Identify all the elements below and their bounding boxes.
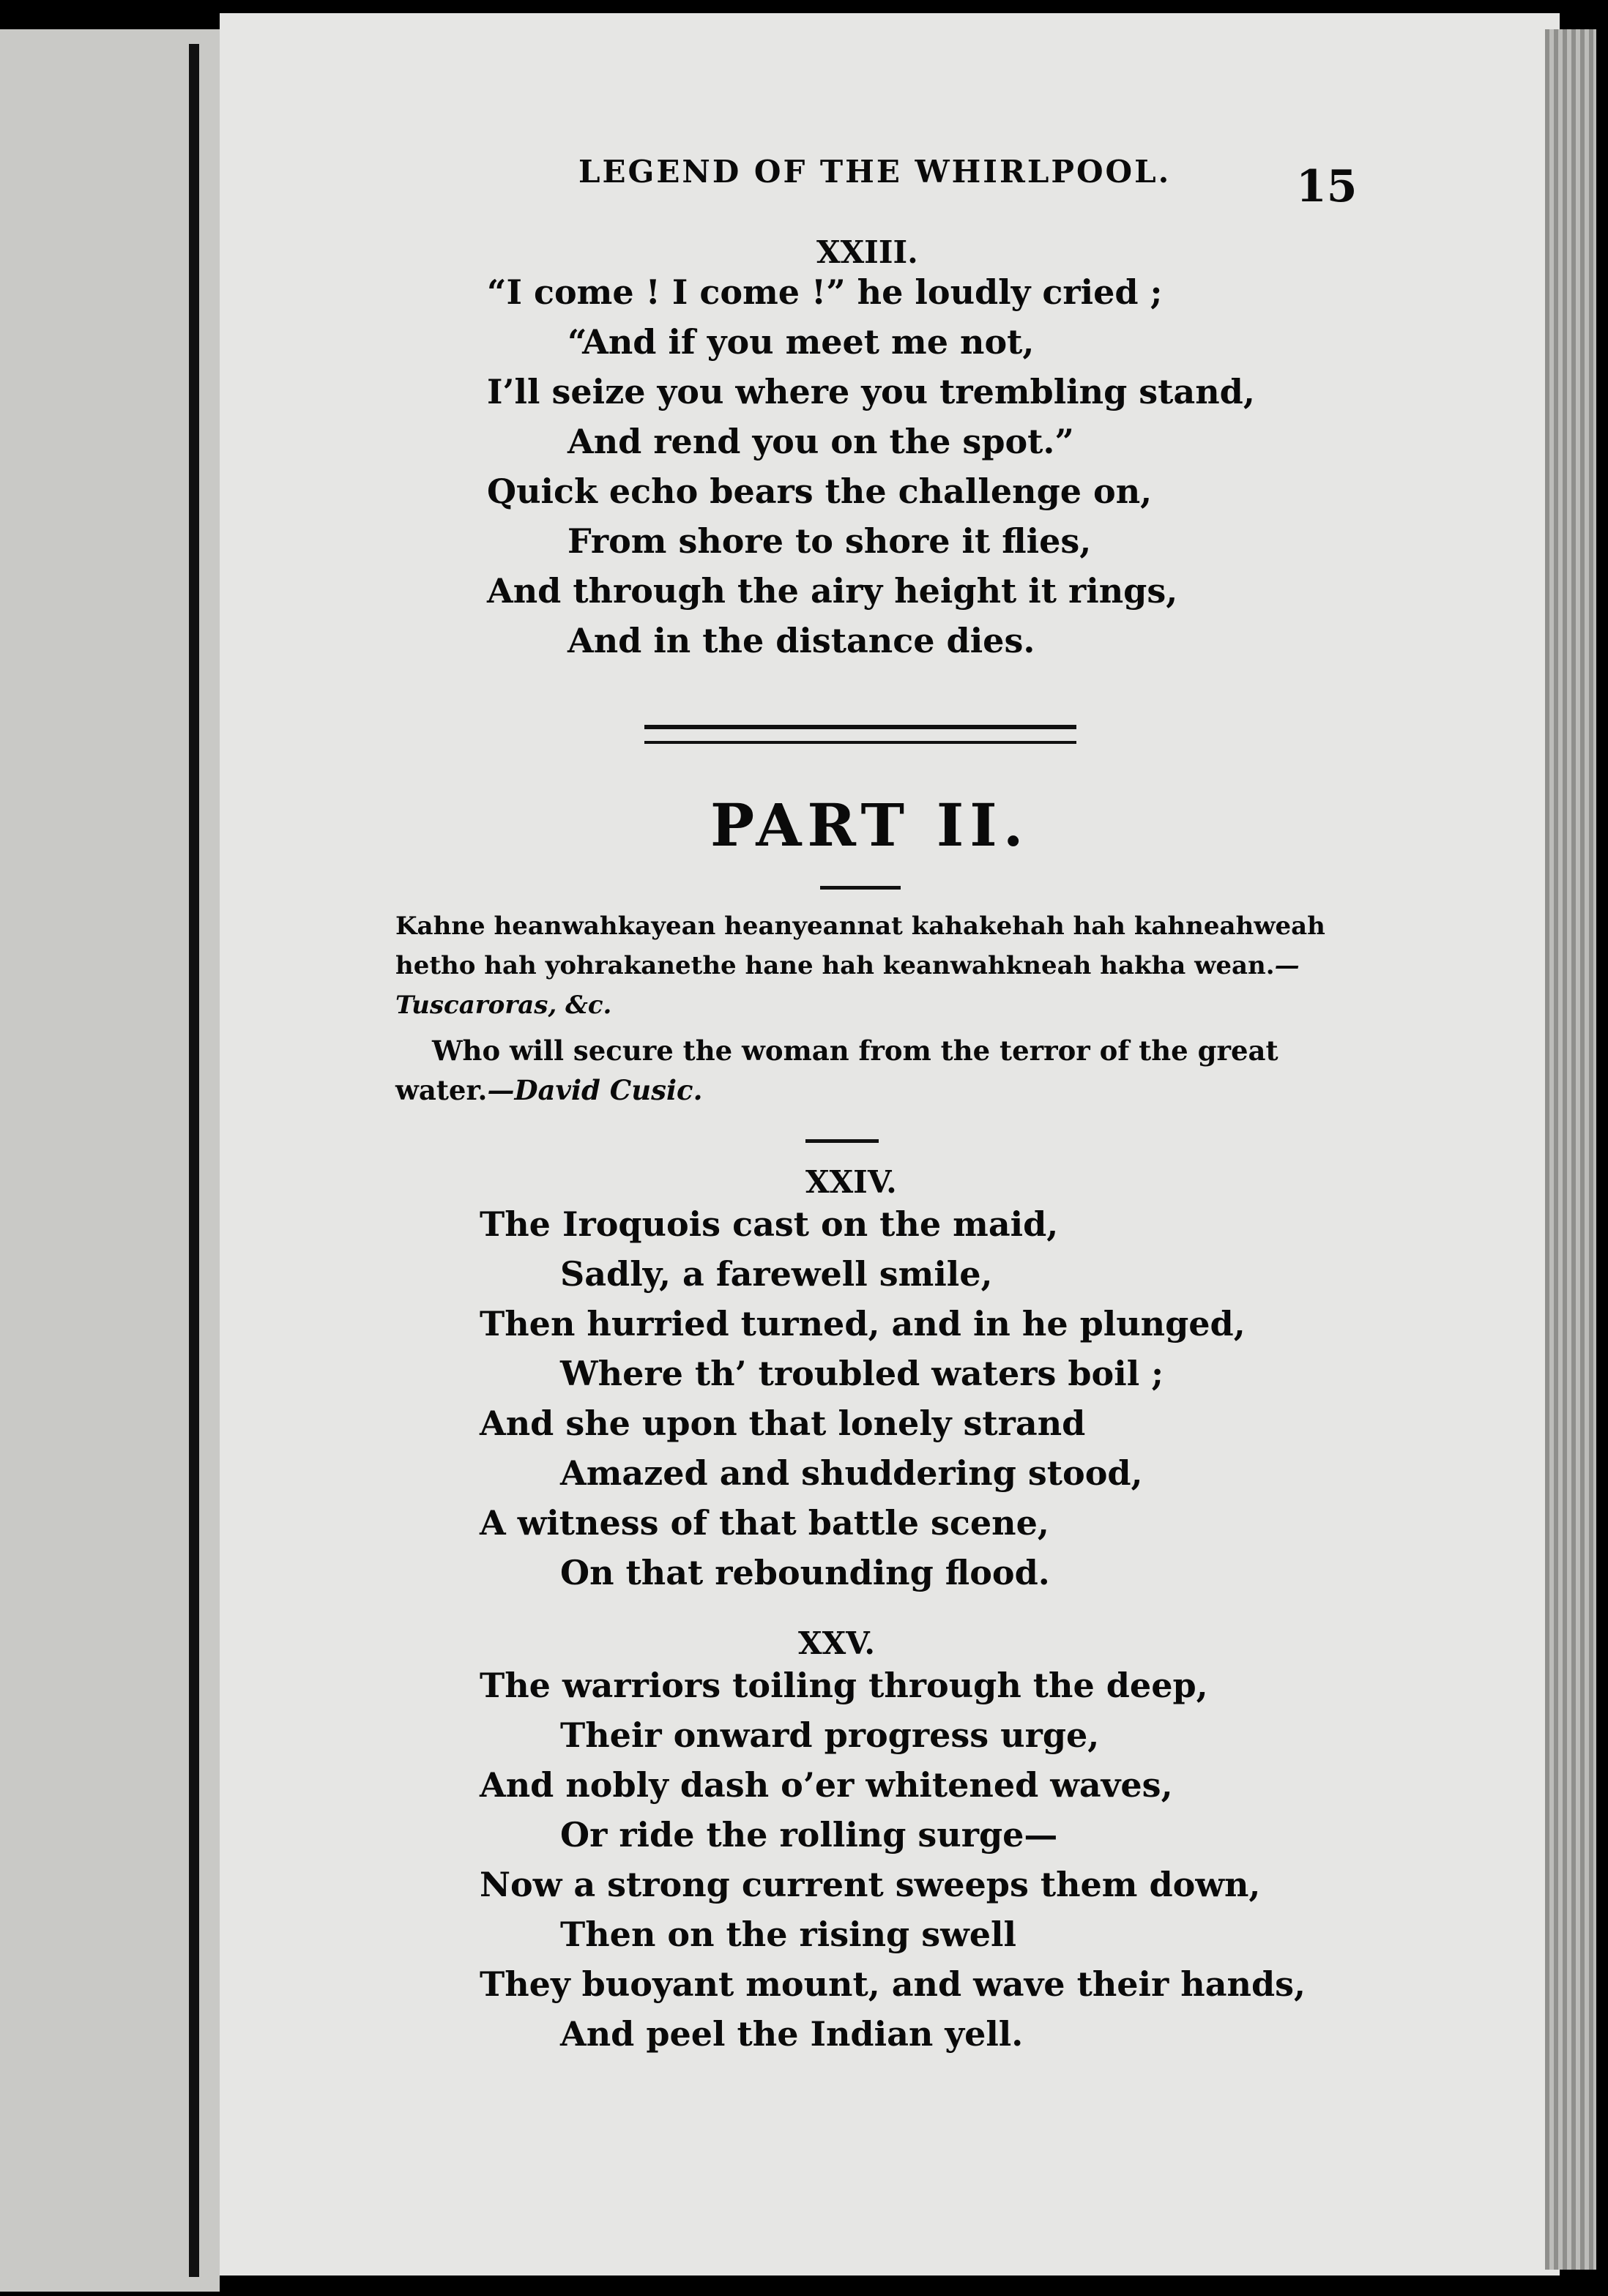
poem-line: The Iroquois cast on the maid, <box>480 1204 1059 1244</box>
poem-line: And nobly dash o’er whitened waves, <box>480 1765 1173 1805</box>
section-divider-double-rule <box>644 725 1076 744</box>
stanza-number-xxiii: XXIII. <box>816 234 918 270</box>
epigraph-translation <box>395 1031 1333 1110</box>
poem-line: Where th’ troubled waters boil ; <box>560 1354 1164 1393</box>
poem-line: And in the distance dies. <box>567 621 1035 660</box>
poem-line: And rend you on the spot.” <box>567 422 1074 461</box>
facing-page <box>0 29 220 2292</box>
poem-line: From shore to shore it flies, <box>567 521 1092 561</box>
poem-line: Amazed and shuddering stood, <box>560 1453 1143 1493</box>
poem-line: On that rebounding flood. <box>560 1553 1050 1592</box>
poem-line: And peel the Indian yell. <box>560 2014 1024 2054</box>
stanza-xxiii <box>487 267 1255 666</box>
epigraph-native <box>395 906 1333 1025</box>
facing-page-gutter <box>189 44 199 2277</box>
epigraph-native-source: —Tuscaroras, &c. <box>395 951 1300 1020</box>
poem-line: I’ll seize you where you trembling stand, <box>487 372 1255 411</box>
epigraph-translation-source: —David Cusic. <box>487 1074 703 1106</box>
short-rule <box>805 1139 879 1143</box>
poem-line: The warriors toiling through the deep, <box>480 1666 1208 1705</box>
poem-line: Or ride the rolling surge— <box>560 1815 1058 1855</box>
poem-line: Their onward progress urge, <box>560 1715 1100 1755</box>
poem-line: And she upon that lonely strand <box>480 1404 1086 1443</box>
page-edges <box>1545 29 1596 2270</box>
poem-line: They buoyant mount, and wave their hands, <box>480 1964 1306 2004</box>
poem-line: And through the airy height it rings, <box>487 571 1178 611</box>
poem-line: Now a strong current sweeps them down, <box>480 1865 1261 1904</box>
stanza-number-xxiv: XXIV. <box>805 1164 897 1200</box>
poem-line: “And if you meet me not, <box>567 322 1035 362</box>
poem-line: Sadly, a farewell smile, <box>560 1254 993 1294</box>
epigraph-translation-text: Who will secure the woman from the terror of the great water. <box>395 1035 1278 1106</box>
stanza-xxiv <box>480 1199 1246 1598</box>
part-title: PART II. <box>710 791 1030 860</box>
poem-line: Then hurried turned, and in he plunged, <box>480 1304 1246 1343</box>
epigraph-native-text: Kahne heanwahkayean heanyeannat kahakehah hah kahneahweah hetho hah yohrakanethe hane hah keanwahkneah hakha wean. <box>395 912 1325 980</box>
poem-line: A witness of that battle scene, <box>480 1503 1049 1543</box>
running-head: LEGEND OF THE WHIRLPOOL. <box>578 154 1172 190</box>
poem-line: “I come ! I come !” he loudly cried ; <box>487 272 1163 312</box>
stanza-xxv <box>480 1660 1306 2059</box>
page-number: 15 <box>1296 161 1358 212</box>
poem-line: Quick echo bears the challenge on, <box>487 471 1153 511</box>
poem-line: Then on the rising swell <box>560 1915 1016 1954</box>
short-rule <box>820 886 901 890</box>
stanza-number-xxv: XXV. <box>798 1625 876 1661</box>
